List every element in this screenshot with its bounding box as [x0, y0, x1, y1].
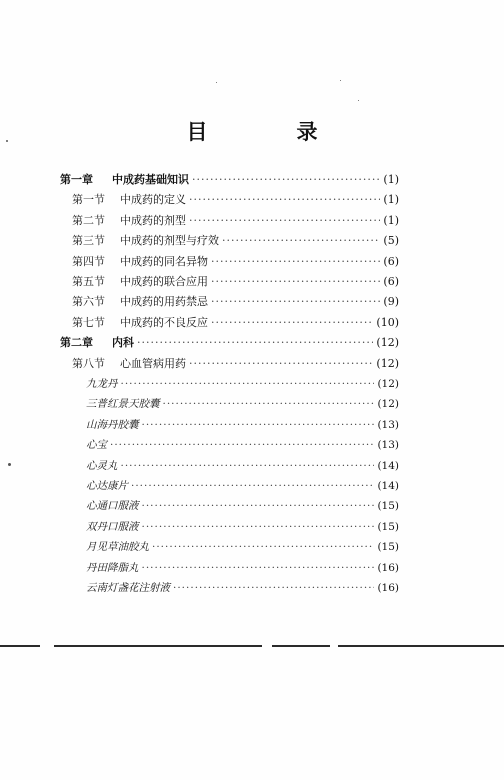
toc-leader-dots	[142, 415, 375, 435]
toc-leader-dots	[211, 292, 380, 312]
toc-title: 山海丹胶囊	[86, 418, 139, 431]
toc-title: 月见草油胶丸	[86, 541, 149, 554]
rule-gap	[40, 644, 54, 648]
toc-page-number: (12)	[377, 398, 399, 411]
toc-title: 中成药的联合应用	[120, 275, 208, 288]
toc-title: 丹田降脂丸	[86, 561, 139, 574]
scan-speck	[8, 463, 11, 466]
toc-leader-dots	[110, 435, 374, 455]
toc-number: 第二节	[72, 213, 105, 227]
toc-page-number: (6)	[383, 275, 399, 288]
toc-section-row	[72, 272, 399, 292]
toc-item-row	[86, 578, 399, 598]
toc-page-number: (9)	[383, 295, 399, 309]
toc-leader-dots	[211, 252, 380, 272]
toc-leader-dots	[173, 578, 374, 598]
toc-leader-dots	[189, 211, 380, 231]
toc-item-row	[86, 476, 399, 496]
toc-page-number: (12)	[376, 336, 399, 350]
rule-gap	[330, 644, 338, 648]
toc-leader-dots	[189, 354, 373, 374]
toc-number: 第四节	[72, 254, 105, 268]
bottom-rule	[0, 645, 504, 647]
toc-leader-dots	[121, 456, 375, 476]
scan-speck	[358, 100, 359, 101]
toc-leader-dots	[222, 231, 380, 251]
toc-title: 内科	[112, 336, 134, 350]
toc-item-row	[86, 496, 399, 516]
toc-title: 中成药的剂型	[120, 213, 186, 227]
toc-section-row	[72, 354, 399, 374]
toc-page-number: (1)	[383, 213, 399, 227]
toc-leader-dots	[211, 313, 373, 333]
toc-title: 心血管病用药	[120, 356, 186, 370]
toc-page-number: (14)	[377, 459, 399, 472]
toc-section-row	[72, 292, 399, 312]
toc-title: 心达康片	[86, 480, 128, 492]
toc-section-row	[72, 313, 399, 333]
toc-number: 第五节	[72, 275, 105, 288]
toc-page-number: (12)	[376, 356, 399, 370]
toc-title: 心通口服液	[86, 500, 139, 513]
toc-title: 三普红景天胶囊	[86, 398, 160, 411]
toc-page-number: (1)	[383, 173, 399, 186]
toc-page-number: (10)	[376, 315, 399, 329]
toc-leader-dots	[142, 517, 375, 537]
toc-title: 中成药的剂型与疗效	[120, 234, 219, 248]
toc-number: 第七节	[72, 315, 105, 329]
toc-page-number: (6)	[383, 254, 399, 268]
toc-leader-dots	[192, 170, 380, 190]
toc-title: 中成药的同名异物	[120, 254, 208, 268]
toc-page-number: (13)	[377, 439, 399, 452]
toc-page-number: (15)	[377, 500, 399, 513]
scan-speck	[6, 140, 8, 142]
toc-leader-dots	[142, 558, 375, 578]
toc-item-row	[86, 517, 399, 537]
toc-chapter-row	[60, 170, 399, 190]
toc-title: 双丹口服液	[86, 520, 139, 533]
toc-leader-dots	[189, 190, 380, 210]
toc-section-row	[72, 190, 399, 210]
toc-section-row	[72, 252, 399, 272]
toc-title: 中成药基础知识	[112, 173, 189, 186]
toc-title: 心灵丸	[86, 459, 118, 472]
toc-page-number: (14)	[377, 480, 399, 492]
toc-item-row	[86, 394, 399, 414]
toc-chapter-row	[60, 333, 399, 353]
toc-leader-dots	[142, 496, 375, 516]
toc-number: 第三节	[72, 234, 105, 248]
rule-gap	[262, 644, 272, 648]
toc-item-row	[86, 415, 399, 435]
toc-section-row	[72, 231, 399, 251]
toc-page-number: (15)	[377, 541, 399, 554]
toc-page-number: (12)	[377, 378, 399, 390]
scan-speck	[340, 80, 341, 81]
toc-leader-dots	[152, 537, 374, 557]
toc-title: 云南灯盏花注射液	[86, 582, 170, 594]
toc-item-row	[86, 537, 399, 557]
toc-title: 中成药的不良反应	[120, 315, 208, 329]
toc-page-number: (13)	[377, 418, 399, 431]
toc-number: 第一章	[60, 173, 93, 186]
toc-item-row	[86, 435, 399, 455]
toc-leader-dots	[211, 272, 380, 292]
toc-item-row	[86, 374, 399, 394]
toc-leader-dots	[163, 394, 375, 414]
toc-item-row	[86, 558, 399, 578]
page-title: 目 录	[186, 119, 352, 144]
toc-number: 第六节	[72, 295, 105, 309]
toc-title: 中成药的用药禁忌	[120, 295, 208, 309]
toc-leader-dots	[121, 374, 375, 394]
toc-page-number: (16)	[377, 561, 399, 574]
toc-number: 第一节	[72, 193, 105, 207]
toc-title: 心宝	[86, 439, 107, 452]
toc-leader-dots	[137, 333, 373, 353]
toc-leader-dots	[131, 476, 374, 496]
toc-page-number: (1)	[383, 193, 399, 207]
toc-page-number: (5)	[383, 234, 399, 248]
toc-section-row	[72, 211, 399, 231]
scan-speck	[216, 82, 217, 83]
toc-number: 第八节	[72, 356, 105, 370]
toc-number: 第二章	[60, 336, 93, 350]
toc-page-number: (15)	[377, 520, 399, 533]
toc-item-row	[86, 456, 399, 476]
toc-title: 九龙丹	[86, 378, 118, 390]
toc-title: 中成药的定义	[120, 193, 186, 207]
toc-page-number: (16)	[377, 582, 399, 594]
